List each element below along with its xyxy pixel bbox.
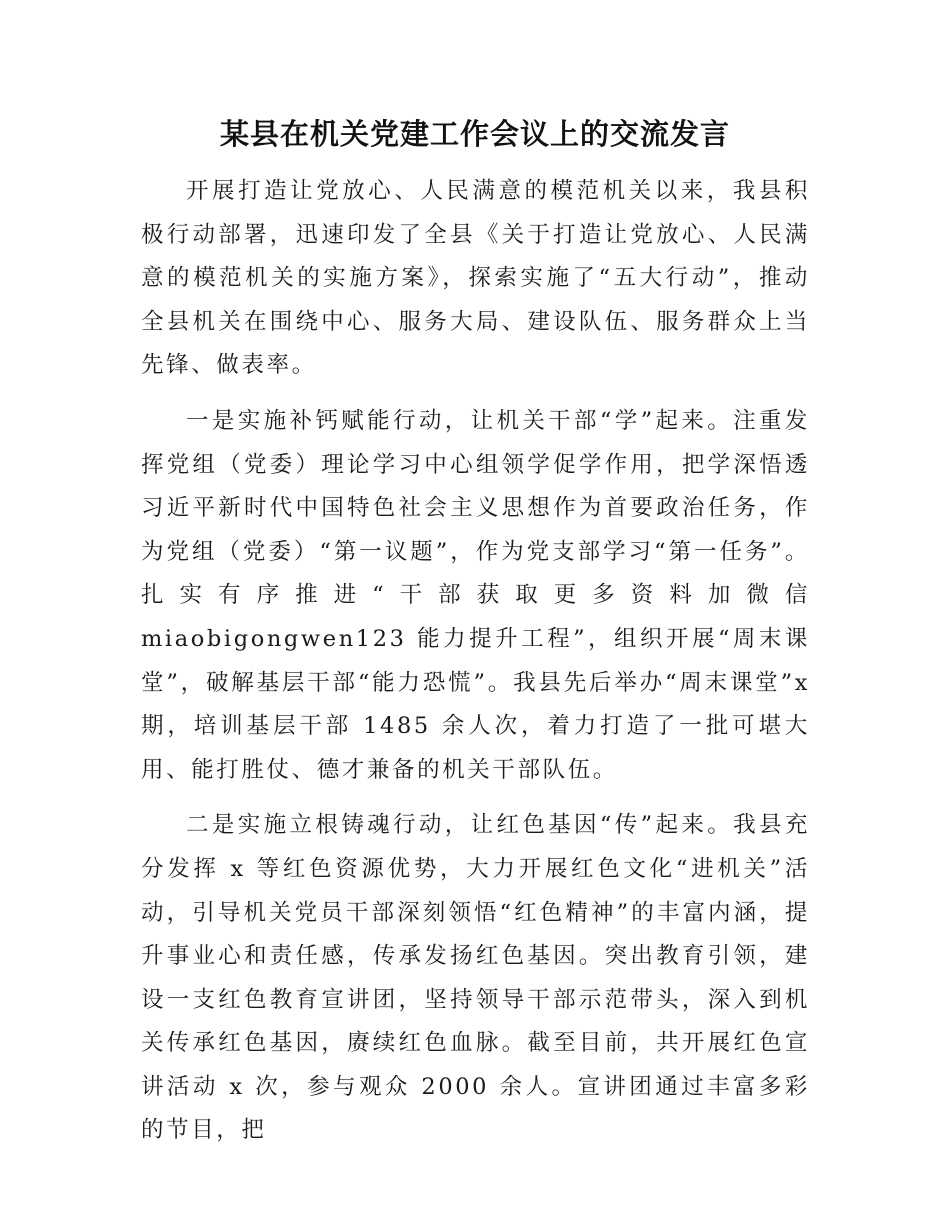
document-body bbox=[141, 170, 810, 1153]
paragraph-study-action: 一是实施补钙赋能行动，让机关干部“学”起来。注重发挥党组（党委）理论学习中心组领学促学作用，把学深悟透习近平新时代中国特色社会主义思想作为首要政治任务，作为党组（党委）“第一议题”，作为党支部学习“第一任务”。扎实有序推进“干部获取更多资料加微信 miaobigongwen123 能力提升工程”，组织开展“周末课堂”，破解基层干部“能力恐慌”。我县先后举办“周末课堂”x 期，培训基层干部 1485 余人次，着力打造了一批可堪大用、能打胜仗、德才兼备的机关干部队伍。 bbox=[141, 407, 810, 783]
paragraph-red-gene-action: 二是实施立根铸魂行动，让红色基因“传”起来。我县充分发挥 x 等红色资源优势，大力开展红色文化“进机关”活动，引导机关党员干部深刻领悟“红色精神”的丰富内涵，提升事业心和责任感，传承发扬红色基因。突出教育引领，建设一支红色教育宣讲团，坚持领导干部示范带头，深入到机关传承红色基因，赓续红色血脉。截至目前，共开展红色宣讲活动 x 次，参与观众 2000 余人。宣讲团通过丰富多彩的节目，把 bbox=[141, 812, 810, 1144]
paragraph-intro: 开展打造让党放心、人民满意的模范机关以来，我县积极行动部署，迅速印发了全县《关于打造让党放心、人民满意的模范机关的实施方案》，探索实施了“五大行动”，推动全县机关在围绕中心、服务大局、建设队伍、服务群众上当先锋、做表率。 bbox=[141, 178, 810, 379]
document-title: 某县在机关党建工作会议上的交流发言 bbox=[219, 117, 730, 151]
